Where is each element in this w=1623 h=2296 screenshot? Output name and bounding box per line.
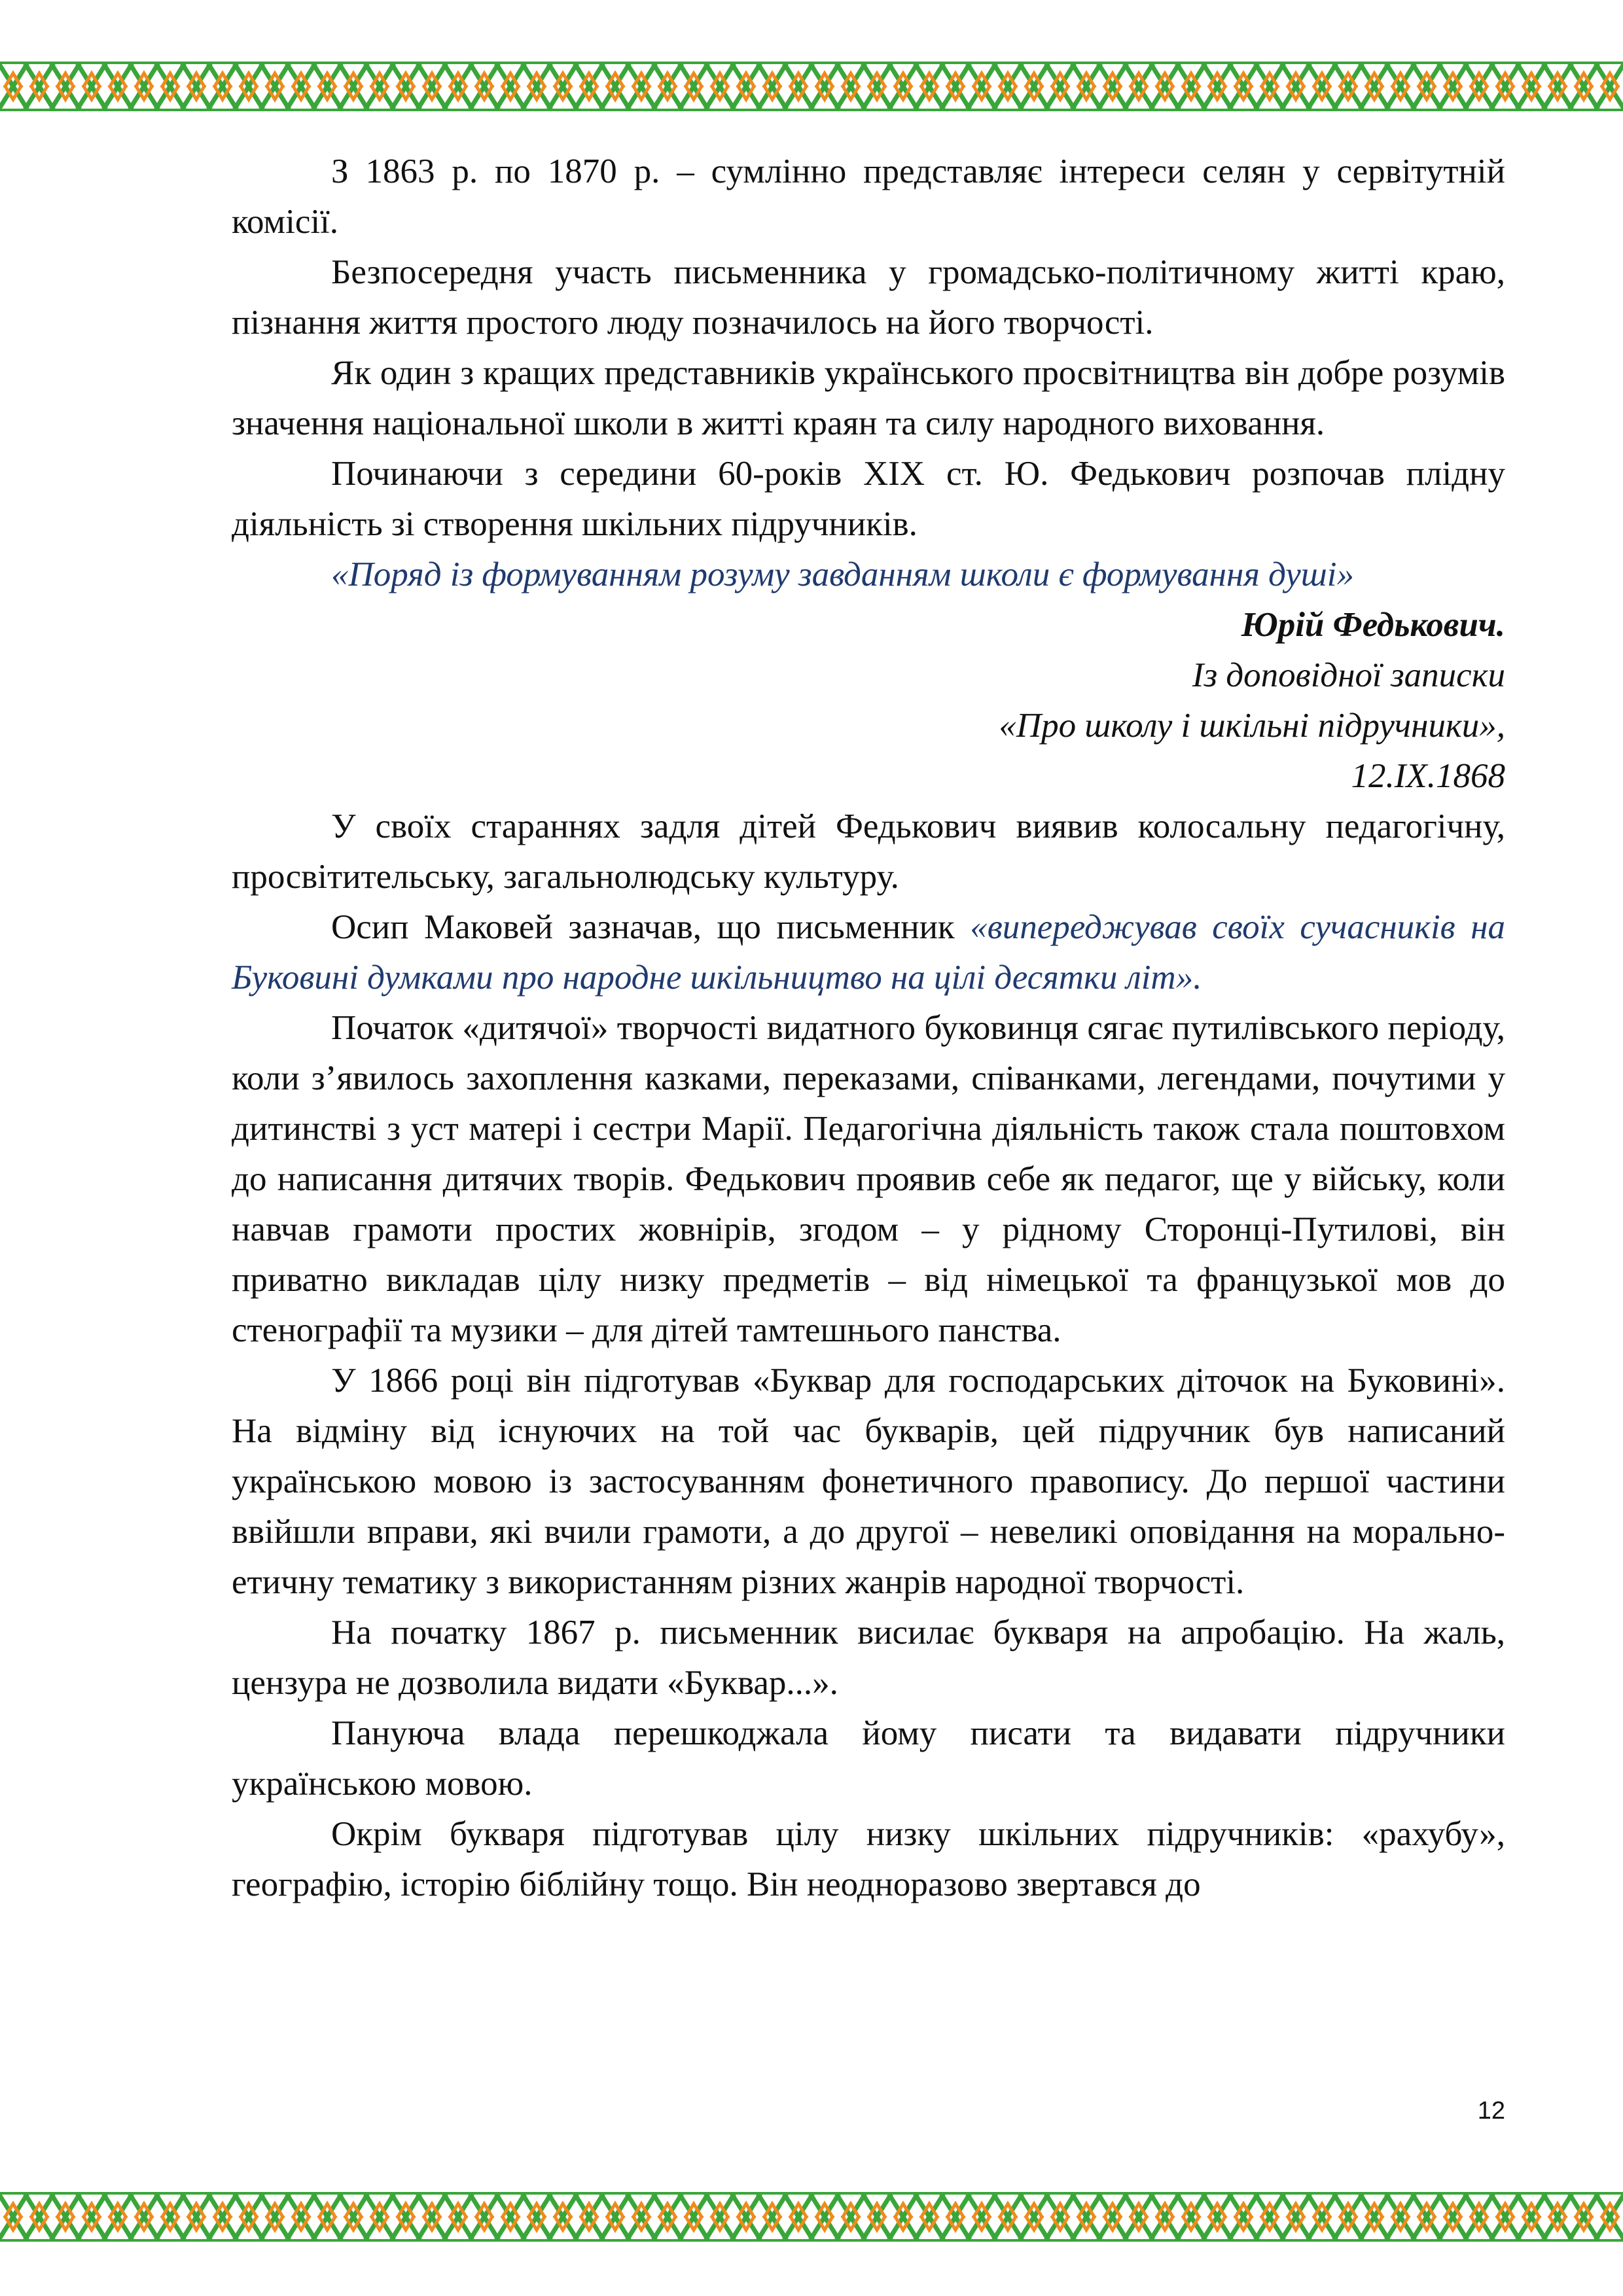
paragraph-bukvar: У 1866 році він підготував «Буквар для господарських діточок на Буковині». На відміну від існуючих на той час букварів, цей підручник був написаний українською мовою із застосуванням фонетичного правопису. До першої частини ввійшли вправи, які вчили грамоти, а до другої – невеликі оповідання на морально-етичну тематику з використанням різних жанрів народної творчості. — [232, 1362, 1505, 1601]
paragraph-4: Починаючи з середини 60-років XIX ст. Ю. Федькович розпочав плідну діяльність зі створення шкільних підручників. — [232, 455, 1505, 543]
page-number: 12 — [1477, 2097, 1505, 2125]
paragraph-childrens-work: Початок «дитячої» творчості видатного буковинця сягає путилівського періоду, коли з’явилось захоплення казками, переказами, співанками, легендами, почутими у дитинстві з уст матері і сестри Марії. Педагогічна діяльність також стала поштовхом до написання дитячих творів. Федькович проявив себе як педагог, ще у війську, коли навчав грамоти простих жовнірів, згодом – у рідному Сторонці-Путилові, він приватно викладав цілу низку предметів – від німецької та французької мов до стенографії та музики – для дітей тамтешнього панства. — [232, 1009, 1505, 1349]
paragraph-1: З 1863 р. по 1870 р. – сумлінно представляє інтереси селян у сервітутній комісії. — [232, 152, 1505, 241]
paragraph-makovei — [232, 902, 1505, 1003]
epigraph-author: Юрій Федькович. — [1241, 606, 1505, 644]
paragraph-culture: У своїх стараннях задля дітей Федькович виявив колосальну педагогічну, просвітительську, загальнолюдську культуру. — [232, 807, 1505, 896]
paragraph-3: Як один з кращих представників українського просвітництва він добре розумів значення національної школи в житті краян та силу народного виховання. — [232, 354, 1505, 442]
paragraph-2: Безпосередня участь письменника у громадсько-політичному житті краю, пізнання життя простого люду позначилось на його творчості. — [232, 253, 1505, 342]
epigraph-source-line1: Із доповідної записки — [1192, 656, 1505, 694]
ornamental-border-bottom — [0, 2191, 1623, 2243]
epigraph-quote: «Поряд із формуванням розуму завданням школи є формування душі» — [331, 556, 1355, 593]
ornament-pattern-top — [0, 60, 1623, 113]
paragraph-censorship: На початку 1867 р. письменник висилає букваря на апробацію. На жаль, цензура не дозволила видати «Буквар...». — [232, 1614, 1505, 1702]
epigraph-source-line2: «Про школу і шкільні підручники», — [999, 707, 1505, 745]
makovei-quote: «випереджував своїх сучасників на Буковині думками про народне шкільництво на цілі десятки літ». — [232, 908, 1505, 997]
paragraph-textbooks: Окрім букваря підготував цілу низку шкільних підручників: «рахубу», географію, історію біблійну тощо. Він неодноразово звертався до — [232, 1815, 1505, 1903]
ornament-pattern-bottom — [0, 2191, 1623, 2243]
makovei-prefix: Осип Маковей зазначав, що письменник — [331, 908, 971, 946]
ornamental-border-top — [0, 60, 1623, 113]
page-body — [232, 147, 1505, 1910]
epigraph-date: 12.IX.1868 — [1351, 757, 1505, 795]
paragraph-authorities: Пануюча влада перешкоджала йому писати та видавати підручники українською мовою. — [232, 1714, 1505, 1803]
